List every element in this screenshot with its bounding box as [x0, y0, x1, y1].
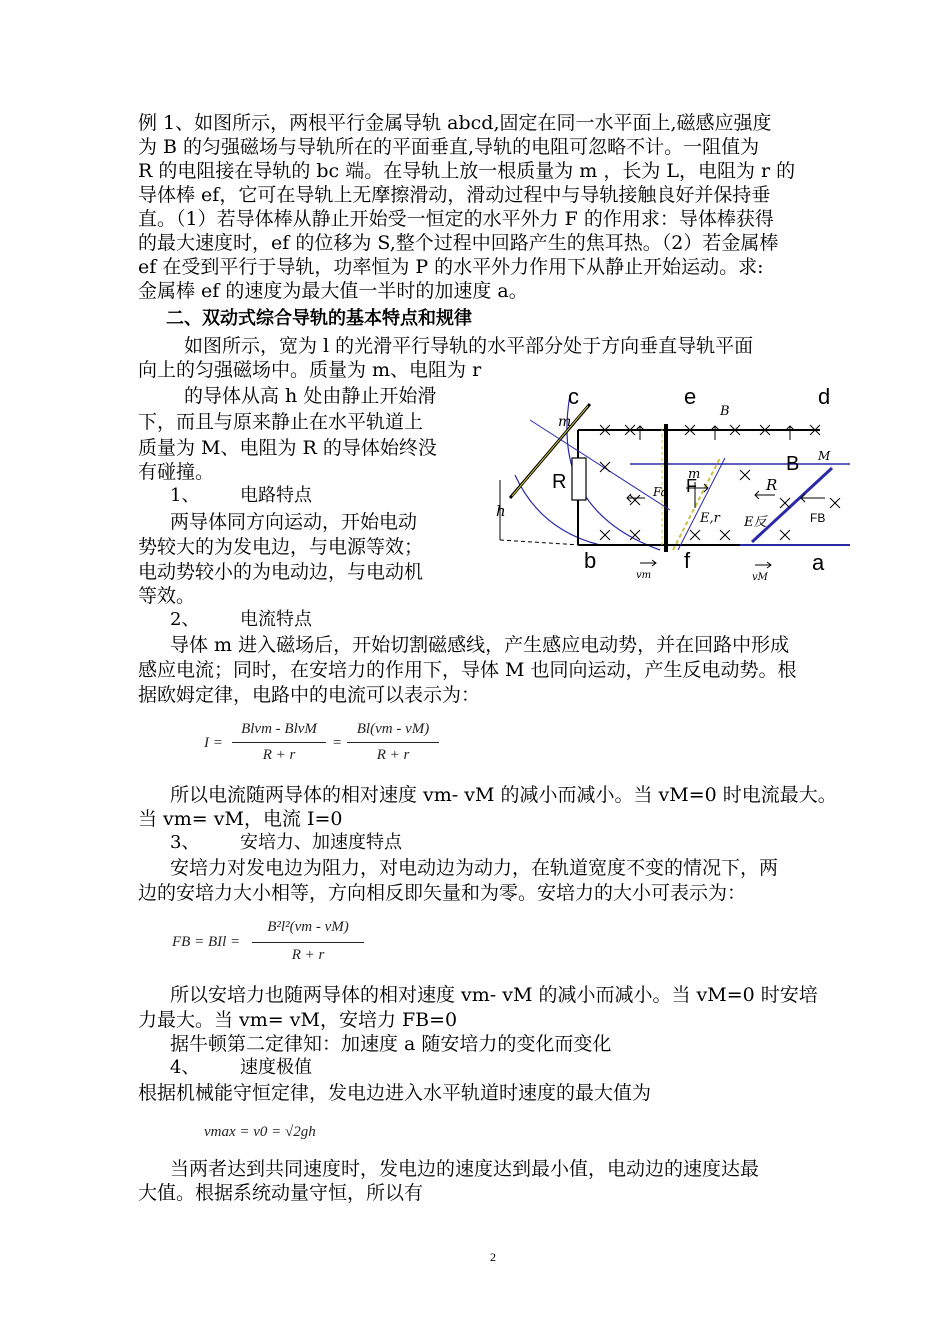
after-F-line-2: 力最大。当 vm= vM，安培力 FB=0	[138, 1009, 458, 1031]
item1-text-2: 势较大的为发电边，与电源等效；	[138, 536, 424, 558]
after-I-line-2: 当 vm= vM，电流 I=0	[138, 808, 343, 830]
formula-I-denominator-2: R + r	[376, 747, 410, 763]
field-marks	[600, 425, 840, 540]
example1-line-2: 为 B 的匀强磁场与导轨所在的平面垂直,导轨的电阻可忽略不计。一阻值为	[138, 136, 760, 158]
item1-text-3: 电动势较小的为电动边，与电动机	[138, 561, 424, 583]
rail-diagram	[490, 380, 860, 590]
wrap-line-2: 下，而且与原来静止在水平轨道上	[138, 411, 424, 433]
label-vm: vm	[636, 570, 652, 581]
height-dashed	[500, 540, 580, 545]
formula-F-denominator: R + r	[291, 947, 325, 963]
item2-text-3: 据欧姆定律，电路中的电流可以表示为：	[138, 684, 481, 706]
item2-text-1: 导体 m 进入磁场后，开始切割磁感线，产生感应电动势，并在回路中形成	[170, 634, 790, 656]
label-h: h	[496, 502, 506, 520]
label-R-left: R	[552, 471, 567, 493]
label-f: f	[684, 548, 691, 573]
resistor-R	[572, 458, 586, 500]
blue-diagonal	[530, 420, 670, 510]
label-Efan: E反	[744, 515, 767, 530]
label-c: c	[568, 384, 579, 409]
item3-text-2: 边的安培力大小相等，方向相反即矢量和为零。安培力的大小可表示为：	[138, 882, 747, 904]
item2-text-2: 感应电流；同时，在安培力的作用下，导体 M 也同向运动，产生反电动势。根	[138, 659, 797, 681]
rod-M	[752, 468, 832, 542]
formula-F-numerator: B²l²(vm - vM)	[267, 919, 349, 935]
label-B-right: B	[786, 453, 800, 475]
formula-vmax: vmax = v0 = √2gh	[204, 1124, 316, 1140]
item1-text-4: 等效。	[138, 585, 196, 607]
last-line-1: 当两者达到共同速度时，发电边的速度达到最小值，电动边的速度达最	[170, 1158, 760, 1180]
after-I-line-1: 所以电流随两导体的相对速度 vm- vM 的减小而减小。当 vM=0 时电流最大。	[170, 784, 837, 806]
item3-number: 3、	[170, 832, 200, 853]
formula-I-numerator-2: Bl(vm - vM)	[356, 721, 430, 737]
item4-text: 根据机械能守恒定律，发电边进入水平轨道时速度的最大值为	[138, 1082, 652, 1104]
fraction-bar	[232, 742, 326, 743]
wrap-line-3: 质量为 M、电阻为 R 的导体始终没	[138, 437, 437, 459]
page-number: 2	[490, 1250, 496, 1264]
item3-title: 安培力、加速度特点	[240, 832, 402, 853]
label-b: b	[584, 548, 597, 573]
wrap-line-4: 有碰撞。	[138, 461, 215, 483]
after-F-line-3: 据牛顿第二定律知：加速度 a 随安培力的变化而变化	[170, 1033, 612, 1055]
item3-text-1: 安培力对发电边为阻力，对电动边为动力，在轨道宽度不变的情况下，两	[170, 857, 779, 879]
example1-line-1: 例 1、如图所示，两根平行金属导轨 abcd,固定在同一水平面上,磁感应强度	[138, 112, 772, 134]
wrap-line-1: 的导体从高 h 处由静止开始滑	[184, 385, 437, 407]
formula-I-denominator-1: R + r	[262, 747, 296, 763]
example1-line-6: 的最大速度时，ef 的位移为 S,整个过程中回路产生的焦耳热。（2）若金属棒	[138, 232, 779, 254]
formula-I-numerator-1: Blvm - BlvM	[241, 721, 317, 737]
label-e: e	[684, 384, 697, 409]
section-2-title: 二、双动式综合导轨的基本特点和规律	[166, 308, 472, 329]
label-m-mid: m	[688, 467, 701, 482]
label-Er: E,r	[700, 511, 720, 526]
example1-line-5: 直。（1）若导体棒从静止开始受一恒定的水平外力 F 的作用求：导体棒获得	[138, 208, 774, 230]
label-R-right: R	[766, 476, 778, 494]
example1-line-7: ef 在受到平行于导轨，功率恒为 P 的水平外力作用下从静止开始运动。求:	[138, 256, 764, 278]
fraction-bar	[347, 742, 439, 743]
label-m: m	[558, 414, 572, 430]
item1-title: 电路特点	[240, 485, 312, 506]
example1-line-8: 金属棒 ef 的速度为最大值一半时的加速度 a。	[138, 280, 528, 302]
item1-number: 1、	[170, 485, 200, 506]
rod-m-blue	[678, 458, 725, 550]
item2-title: 电流特点	[240, 609, 312, 630]
section2-intro-line-1: 如图所示，宽为 l 的光滑平行导轨的水平部分处于方向垂直导轨平面	[184, 335, 754, 357]
formula-F-lhs: FB = BIl =	[172, 934, 241, 950]
label-M: M	[818, 449, 831, 463]
item1-text-1: 两导体同方向运动，开始电动	[170, 511, 418, 533]
section2-intro-line-2: 向上的匀强磁场中。质量为 m、电阻为 r	[138, 359, 482, 381]
item2-number: 2、	[170, 609, 200, 630]
label-B-top: B	[720, 404, 730, 419]
example1-line-4: 导体棒 ef，它可在导轨上无摩擦滑动，滑动过程中与导轨接触良好并保持垂	[138, 184, 771, 206]
label-d: d	[818, 384, 831, 409]
fraction-bar	[252, 942, 364, 943]
label-F: F	[686, 476, 697, 496]
item4-number: 4、	[170, 1057, 200, 1078]
label-FB: FB	[810, 511, 826, 525]
label-Fa: Fa	[653, 485, 668, 499]
last-line-2: 大值。根据系统动量守恒，所以有	[138, 1182, 424, 1204]
after-F-line-1: 所以安培力也随两导体的相对速度 vm- vM 的减小而减小。当 vM=0 时安培	[170, 984, 818, 1006]
formula-I-equals: =	[332, 735, 343, 751]
label-vM: vM	[752, 572, 768, 583]
example1-line-3: R 的电阻接在导轨的 bc 端。在导轨上放一根质量为 m ，长为 L，电阻为 r 的	[138, 160, 796, 182]
formula-I-lhs: I =	[204, 735, 223, 751]
item4-title: 速度极值	[240, 1057, 312, 1078]
label-a: a	[812, 550, 825, 575]
